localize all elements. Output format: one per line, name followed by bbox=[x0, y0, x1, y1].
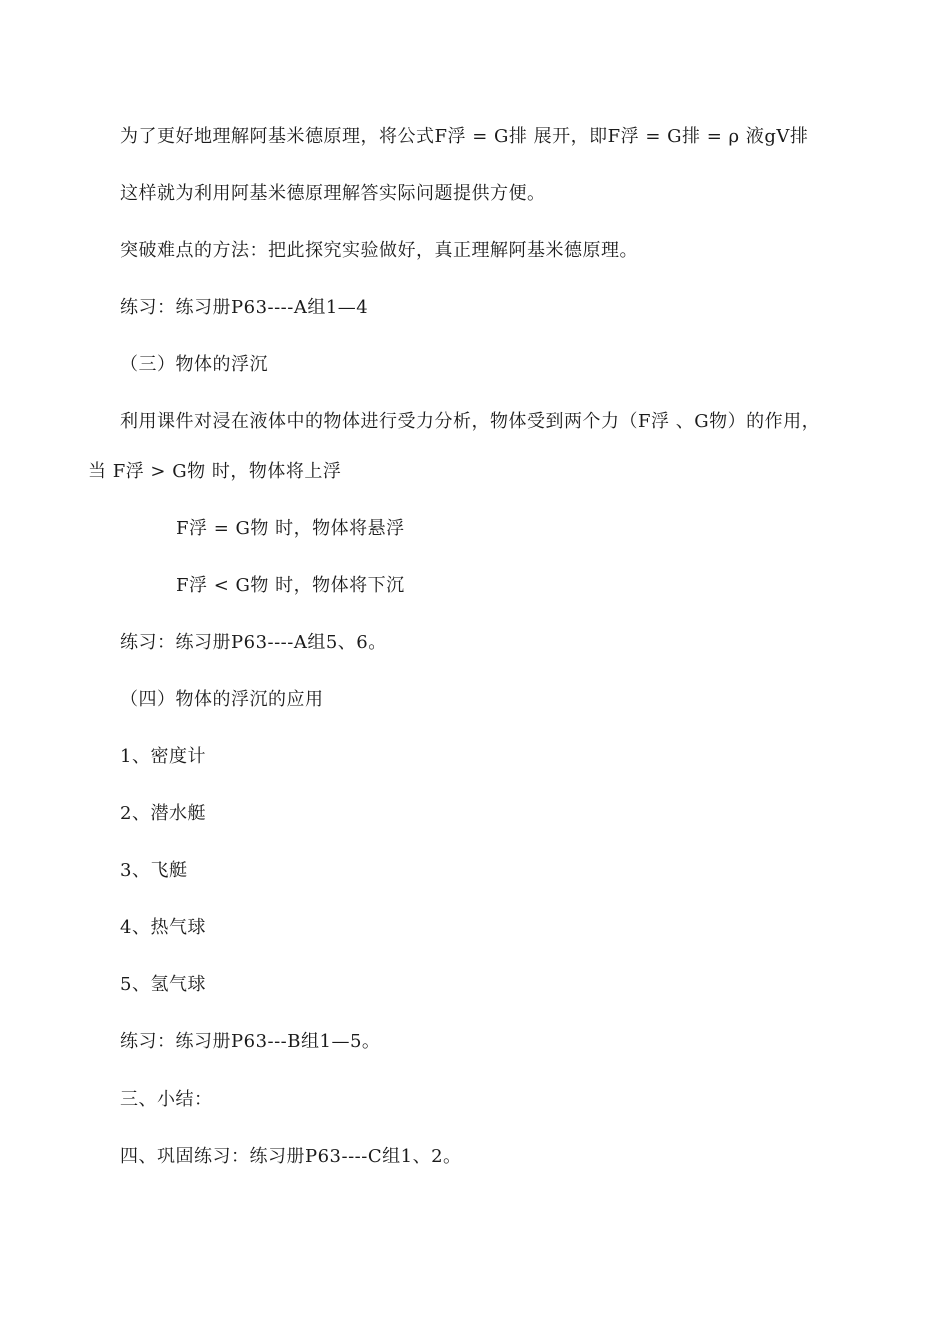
exercise-line: 练习：练习册P63----A组1—4 bbox=[120, 297, 369, 318]
list-item: 5、氢气球 bbox=[120, 974, 206, 995]
condition-line: F浮 = G物 时，物体将悬浮 bbox=[176, 518, 405, 539]
section-heading: （三）物体的浮沉 bbox=[120, 354, 268, 375]
paragraph-line: 为了更好地理解阿基米德原理，将公式F浮 = G排 展开，即F浮 = G排 = ρ 液gV排 bbox=[120, 126, 809, 147]
condition-line: F浮 < G物 时，物体将下沉 bbox=[176, 575, 405, 596]
condition-line: 当 F浮 > G物 时，物体将上浮 bbox=[88, 461, 342, 482]
paragraph-line: 突破难点的方法：把此探究实验做好，真正理解阿基米德原理。 bbox=[120, 240, 638, 261]
exercise-line: 练习：练习册P63---B组1—5。 bbox=[120, 1031, 381, 1052]
exercise-line: 练习：练习册P63----A组5、6。 bbox=[120, 632, 387, 653]
paragraph-line: 这样就为利用阿基米德原理解答实际问题提供方便。 bbox=[120, 183, 546, 204]
paragraph-line: 利用课件对浸在液体中的物体进行受力分析，物体受到两个力（F浮 、G物）的作用， bbox=[120, 411, 821, 432]
list-item: 4、热气球 bbox=[120, 917, 206, 938]
list-item: 2、潜水艇 bbox=[120, 803, 206, 824]
section-heading: 三、小结： bbox=[120, 1089, 213, 1110]
list-item: 3、飞艇 bbox=[120, 860, 188, 881]
section-heading: 四、巩固练习：练习册P63----C组1、2。 bbox=[120, 1146, 462, 1167]
section-heading: （四）物体的浮沉的应用 bbox=[120, 689, 324, 710]
list-item: 1、密度计 bbox=[120, 746, 206, 767]
